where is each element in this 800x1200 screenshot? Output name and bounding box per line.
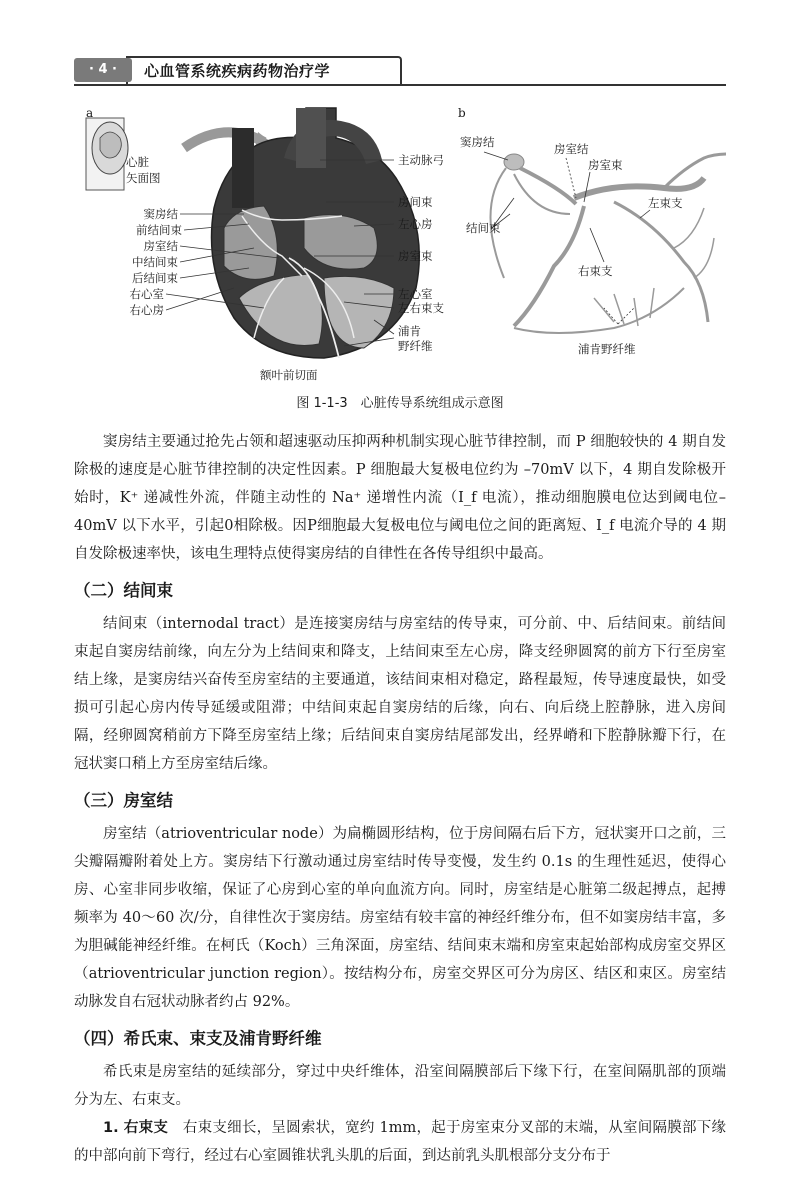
figure-caption: 图 1-1-3 心脏传导系统组成示意图 — [296, 396, 504, 411]
label-right-atrium: 右心房 — [129, 303, 164, 317]
label-left-ventricle: 左心室 — [398, 287, 433, 301]
header-rule — [74, 84, 726, 86]
label-middle-internodal: 中结间束 — [132, 255, 178, 269]
right-bundle-lead: 1. 右束支 — [103, 1120, 169, 1136]
label-internodal-tract-b: 结间束 — [466, 221, 501, 235]
panel-a-letter: a — [86, 106, 94, 120]
section-heading-his-bundle: （四）希氏束、束支及浦肯野纤维 — [74, 1029, 322, 1048]
label-av-node-a: 房室结 — [143, 239, 178, 253]
paragraph-right-bundle — [74, 1114, 726, 1170]
section-heading-av-node: （三）房室结 — [74, 791, 173, 810]
page-number: · 4 · — [74, 58, 132, 82]
label-sinoatrial-node-a: 窦房结 — [143, 207, 178, 221]
main-text — [74, 428, 726, 1170]
label-bundle-branches: 左右束支 — [398, 301, 444, 315]
label-av-node-b: 房室结 — [554, 142, 589, 156]
label-left-atrium: 左心房 — [398, 217, 433, 231]
book-title: 心血管系统疾病药物治疗学 — [144, 62, 331, 80]
right-bundle-text: 右束支细长，呈圆索状，宽约 1mm，起于房室束分叉部的末端，从室间隔膜部下缘的中部向前下弯行，经过右心室圆锥状乳头肌的后面，到达前乳头肌根部分支分布于 — [74, 1120, 726, 1164]
label-sinoatrial-node-b: 窦房结 — [460, 135, 495, 149]
label-aortic-arch: 主动脉弓 — [398, 153, 444, 167]
section-heading-internodal: （二）结间束 — [74, 581, 173, 600]
label-av-bundle-b: 房室束 — [588, 158, 623, 172]
label-frontal-section: 额叶前切面 — [260, 368, 318, 382]
paragraph-his-bundle: 希氏束是房室结的延续部分，穿过中央纤维体，沿室间隔膜部后下缘下行，在室间隔肌部的顶端分为左、右束支。 — [74, 1064, 726, 1108]
label-right-ventricle: 右心室 — [129, 287, 164, 301]
paragraph-sinoatrial: 窦房结主要通过抢先占领和超速驱动压抑两种机制实现心脏节律控制，而 P 细胞较快的 4 期自发除极的速度是心脏节律控制的决定性因素。P 细胞最大复极电位约为 –70mV 以下，4 期自发除极开始时，K⁺ 递减性外流，伴随主动性的 Na⁺ 递增性内流（I_f 电流），推动细胞膜电位达到阈电位–40mV 以下水平，引起0相除极。因P细胞最大复极电位与阈电位之间的距离短、I_f 电流介导的 4 期自发除极速率快，该电生理特点使得窦房结的自律性在各传导组织中最高。 — [74, 434, 726, 562]
paragraph-av-node: 房室结（atrioventricular node）为扁椭圆形结构，位于房间隔右后下方，冠状窦开口之前，三尖瓣隔瓣附着处上方。窦房结下行激动通过房室结时传导变慢，发生约 0.1s 的生理性延迟，使得心房、心室非同步收缩，保证了心房到心室的单向血流方向。同时，房室结是心脏第二级起搏点，起搏频率为 40～60 次/分，自律性次于窦房结。房室结有较丰富的神经纤维分布，但不如窦房结丰富，多为胆碱能神经纤维。在柯氏（Koch）三角深面，房室结、结间束末端和房室束起始部构成房室交界区（atrioventricular junction region）。按结构分布，房室交界区可分为房区、结区和束区。房室结动脉发自右冠状动脉者约占 92%。 — [74, 826, 726, 1010]
label-posterior-internodal: 后结间束 — [132, 271, 178, 285]
panel-b-letter: b — [458, 106, 466, 120]
figure-conduction-system — [74, 98, 726, 418]
panel-b-schematic — [484, 152, 726, 333]
label-purkinje-a: 浦肯 野纤维 — [398, 324, 433, 353]
inset-label: 心脏 矢面图 — [126, 155, 161, 185]
label-av-bundle-a: 房室束 — [398, 249, 433, 263]
label-anterior-internodal: 前结间束 — [136, 223, 182, 237]
label-interatrial-bundle: 房间束 — [398, 195, 433, 209]
label-purkinje-b: 浦肯野纤维 — [578, 342, 636, 356]
paragraph-internodal: 结间束（internodal tract）是连接窦房结与房室结的传导束，可分前、中、后结间束。前结间束起自窦房结前缘，向左分为上结间束和降支，上结间束至左心房，降支经卵圆窝的前方下行至房室结上缘，是窦房结兴奋传至房室结的主要通道，该结间束相对稳定，路程最短，传导速度最快，如受损可引起心房内传导延缓或阻滞；中结间束起自窦房结的后缘，向右、向后绕上腔静脉，进入房间隔，经卵圆窝稍前方下降至房室结上缘；后结间束自窦房结尾部发出，经界嵴和下腔静脉瓣下行，在冠状窦口稍上方至房室结后缘。 — [74, 616, 726, 772]
label-left-bundle-branch: 左束支 — [648, 196, 683, 210]
label-right-bundle-branch: 右束支 — [578, 264, 613, 278]
